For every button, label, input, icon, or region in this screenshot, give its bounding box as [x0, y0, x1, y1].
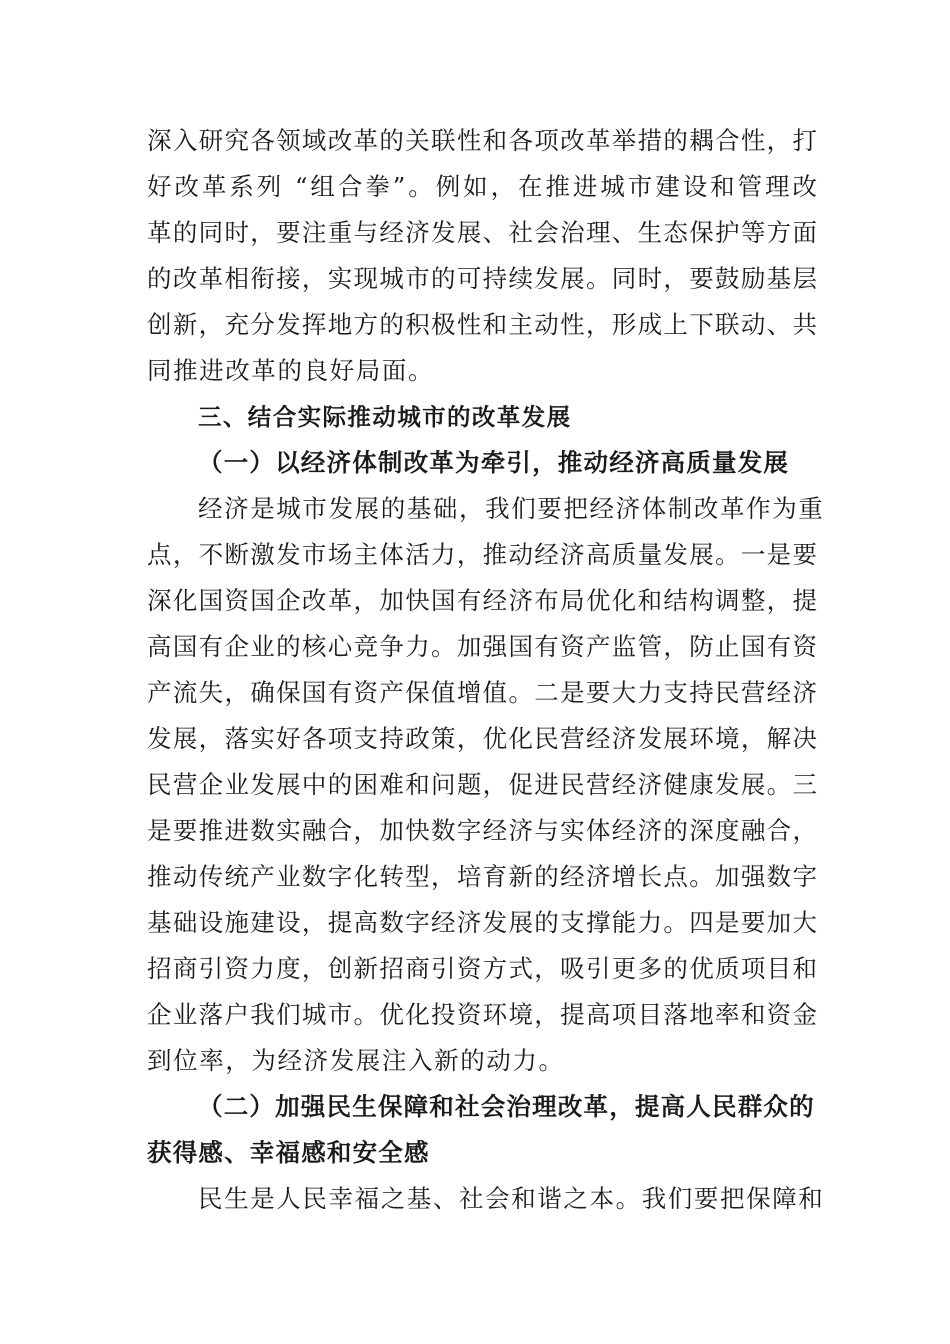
paragraph-line: 点，不断激发市场主体活力，推动经济高质量发展。一是要	[147, 540, 817, 569]
paragraph-line: 深入研究各领域改革的关联性和各项改革举措的耦合性，打	[147, 126, 817, 155]
paragraph-line: 革的同时，要注重与经济发展、社会治理、生态保护等方面	[147, 218, 817, 247]
paragraph-line: 好改革系列 “组合拳”。例如，在推进城市建设和管理改	[147, 172, 817, 201]
subsection-heading-2-cont: 获得感、幸福感和安全感	[147, 1138, 430, 1167]
paragraph-line: 高国有企业的核心竞争力。加强国有资产监管，防止国有资	[147, 632, 817, 661]
paragraph-line: 经济是城市发展的基础，我们要把经济体制改革作为重	[198, 494, 825, 523]
paragraph-line: 到位率，为经济发展注入新的动力。	[147, 1046, 565, 1075]
paragraph-line: 民营企业发展中的困难和问题，促进民营经济健康发展。三	[147, 770, 817, 799]
paragraph-line: 民生是人民幸福之基、社会和谐之本。我们要把保障和	[198, 1184, 825, 1213]
section-heading: 三、结合实际推动城市的改革发展	[198, 403, 572, 431]
paragraph-line: 同推进改革的良好局面。	[147, 356, 435, 385]
subsection-heading-1: （一）以经济体制改革为牵引，推动经济高质量发展	[198, 448, 790, 477]
paragraph-line: 基础设施建设，提高数字经济发展的支撑能力。四是要加大	[147, 908, 817, 937]
paragraph-line: 产流失，确保国有资产保值增值。二是要大力支持民营经济	[147, 678, 817, 707]
paragraph-line: 的改革相衔接，实现城市的可持续发展。同时，要鼓励基层	[147, 264, 817, 293]
paragraph-line: 深化国资国企改革，加快国有经济布局优化和结构调整，提	[147, 586, 817, 615]
paragraph-line: 发展，落实好各项支持政策，优化民营经济发展环境，解决	[147, 724, 817, 753]
paragraph-line: 企业落户我们城市。优化投资环境，提高项目落地率和资金	[147, 1000, 817, 1029]
paragraph-line: 是要推进数实融合，加快数字经济与实体经济的深度融合，	[147, 816, 817, 845]
paragraph-line: 创新，充分发挥地方的积极性和主动性，形成上下联动、共	[147, 310, 817, 339]
paragraph-line: 推动传统产业数字化转型，培育新的经济增长点。加强数字	[147, 862, 817, 891]
subsection-heading-2: （二）加强民生保障和社会治理改革，提高人民群众的	[198, 1092, 815, 1121]
paragraph-line: 招商引资力度，创新招商引资方式，吸引更多的优质项目和	[147, 954, 817, 983]
